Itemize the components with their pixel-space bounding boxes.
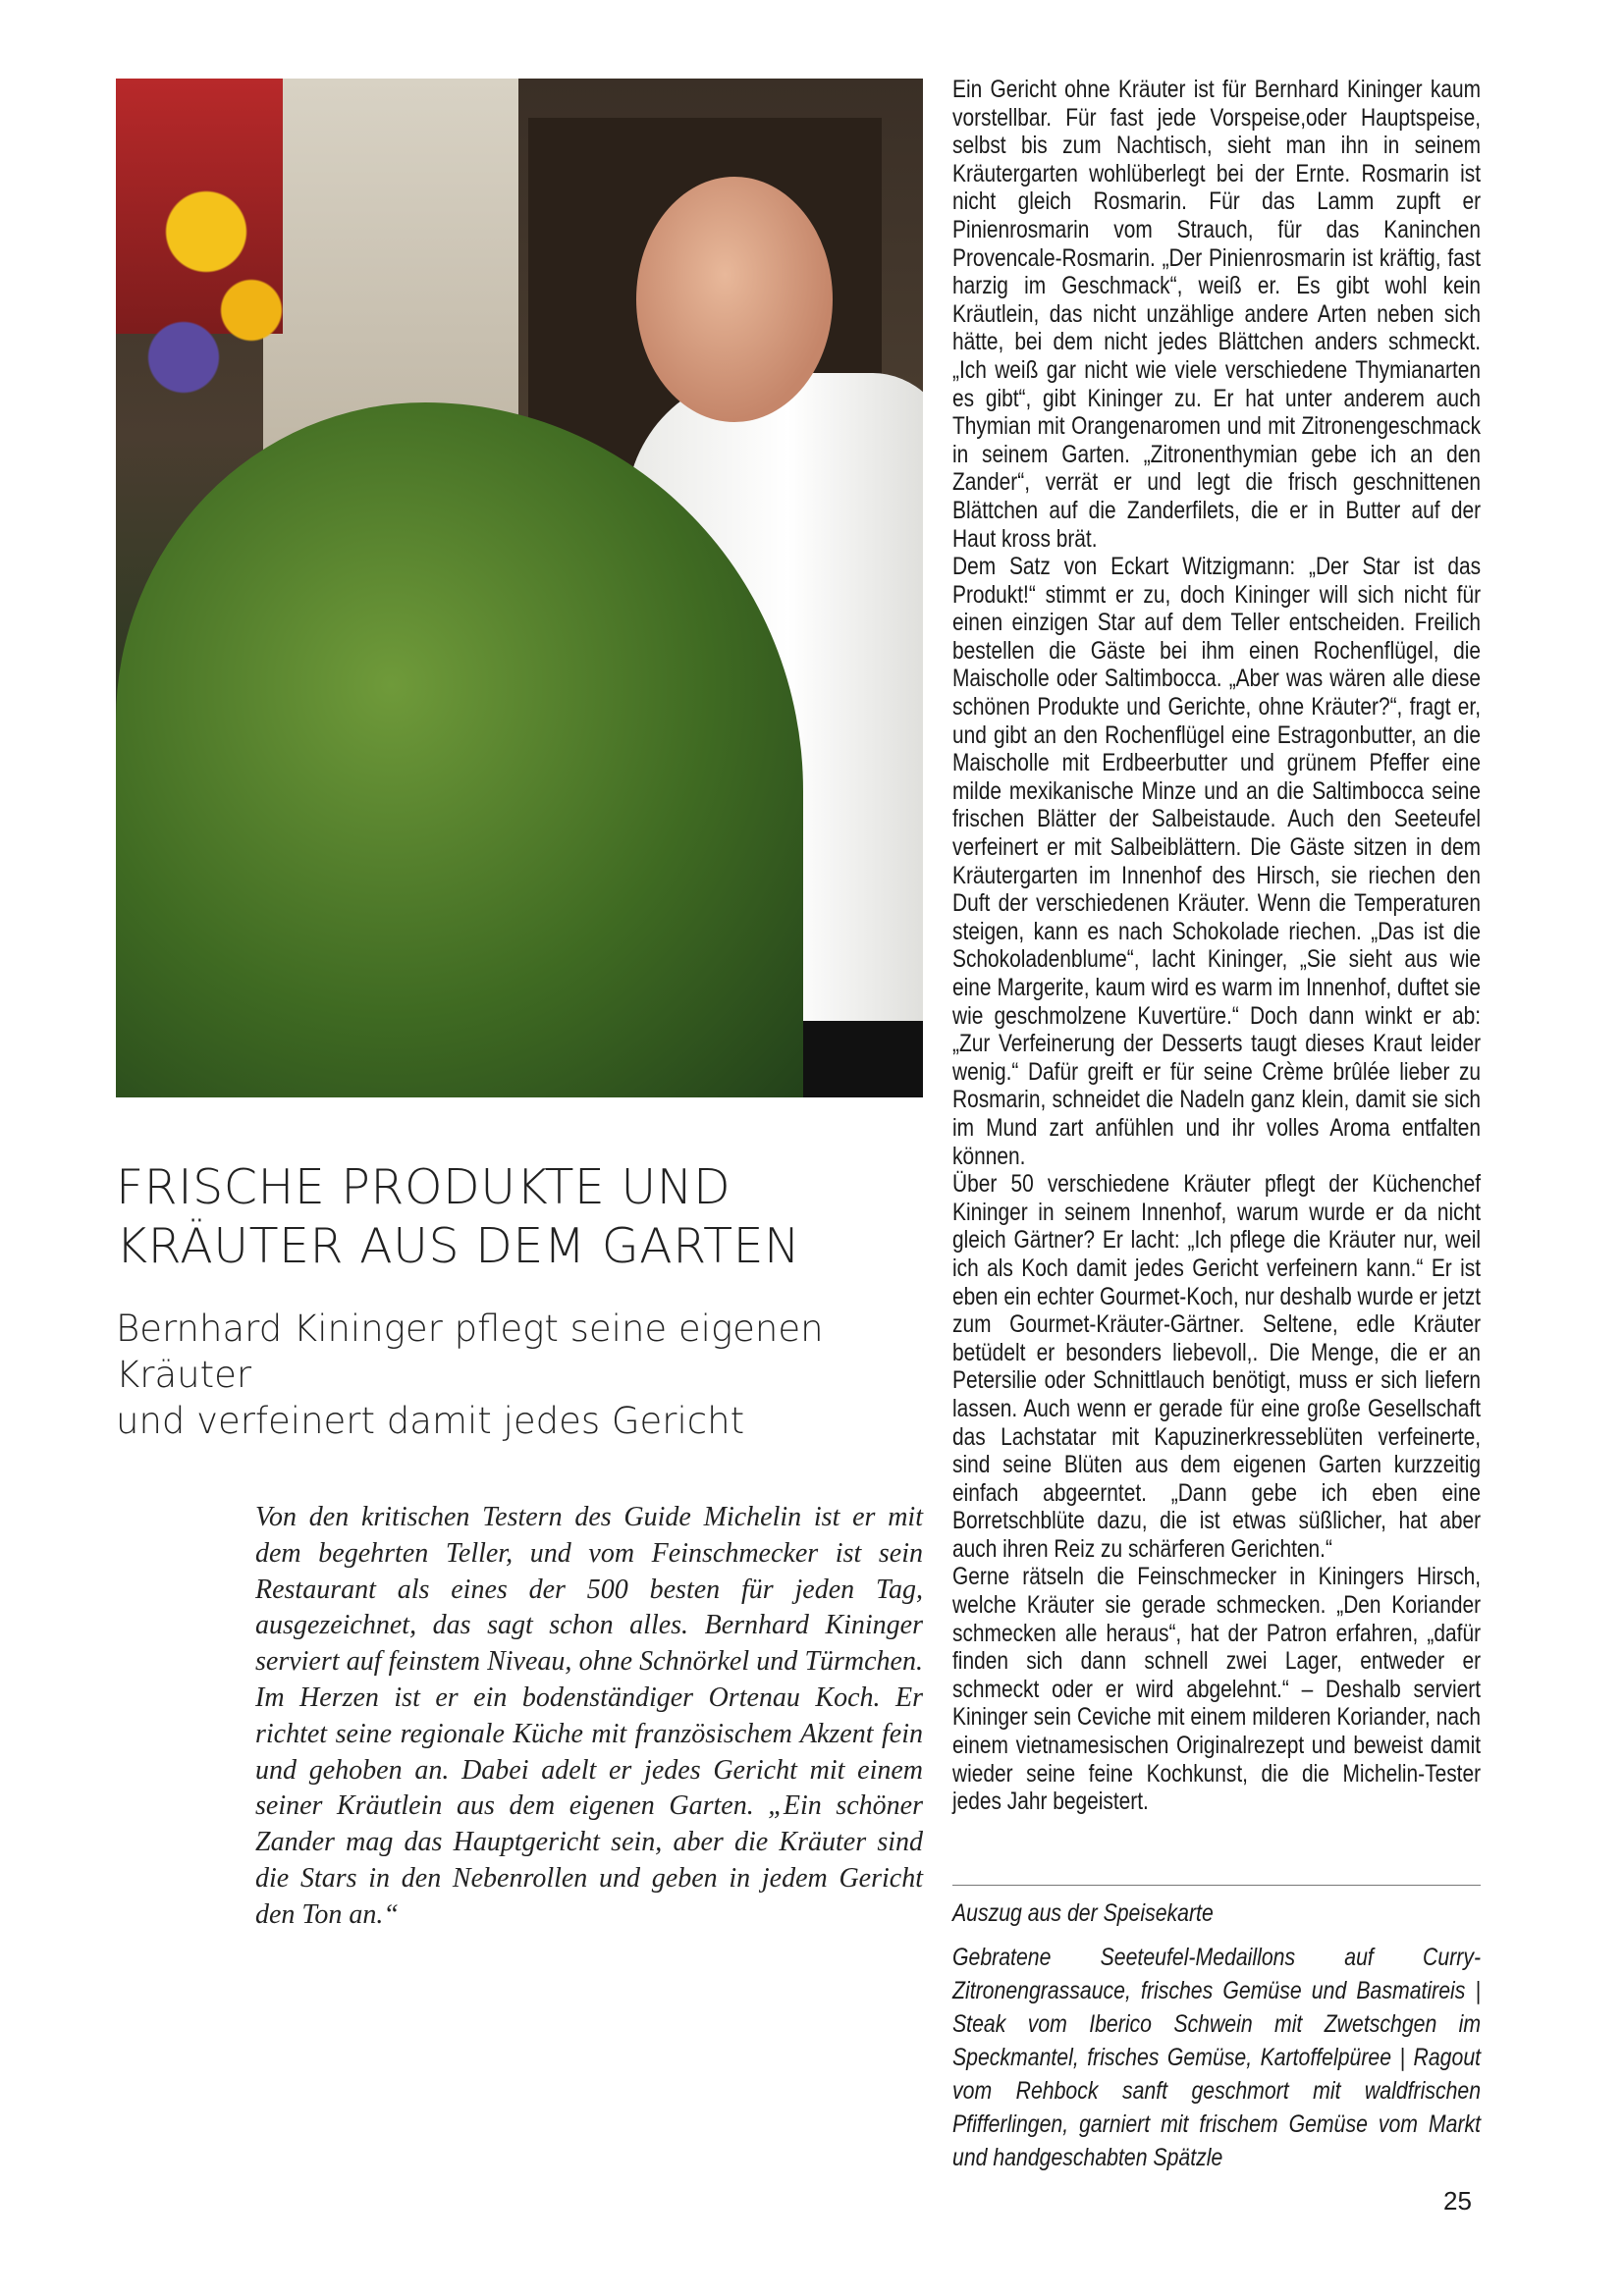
chef-photo [116,79,923,1097]
article-subtitle [116,1306,950,1444]
body-paragraph: Gerne rätseln die Feinschmecker in Kiningers Hirsch, welche Kräuter sie gerade schmecken. „Den Koriander schmecken alle heraus“, hat der Patron erfahren, „dafür finden sich dann schnell zwei Lager, entweder er schmeckt oder er wird abgelehnt.“ – Deshalb serviert Kininger sein Ceviche mit einem milderen Koriander, nach einem vietnamesischen Originalrezept und beweist damit wieder seine feine Kochkunst, die die Michelin-Tester jedes Jahr begeistert. [952,1564,1482,1816]
page-number: 25 [1443,2186,1472,2216]
article-heading [116,1158,921,1276]
subtitle-line-2: und verfeinert damit jedes Gericht [116,1400,745,1442]
body-column [952,77,1481,1817]
menu-title: Auszug aus der Speisekarte [952,1899,1214,1927]
photo-flowers [116,137,342,452]
body-paragraph: Über 50 verschiedene Kräuter pflegt der Küchenchef Kininger in seinem Innenhof, warum wurde er da nicht gleich Gärtner? Er lacht: „Ich pflege die Kräuter nur, weil ich als Koch damit jedes Gericht verfeinern kann.“ Er ist eben ein echter Gourmet-Koch, nur deshalb wurde er jetzt zum Gourmet-Kräuter-Gärtner. Seltene, edle Kräuter betüdelt er besonders liebevoll,. Die Menge, die er an Petersilie oder Schnittlauch benötigt, muss er sich liefern lassen. Auch wenn er gerade für eine große Gesellschaft das Lachstatar mit Kapuzinerkresseblüten verfeinerte, sind seine Blüten aus dem eigenen Garten kurzzeitig einfach abgeerntet. „Dann gebe ich eben eine Borretschblüte dazu, die ist etwas süßlicher, hat aber auch ihren Reiz zu schärferen Gerichten.“ [952,1171,1482,1563]
subtitle-line-1: Bernhard Kininger pflegt seine eigenen Kräuter [116,1308,824,1396]
divider [952,1885,1481,1886]
photo-chef-head [636,177,833,422]
intro-paragraph: Von den kritischen Testern des Guide Michelin ist er mit dem begehrten Teller, und vom Feinschmecker ist sein Restaurant als eines der 500 besten für jeden Tag, ausgezeichnet, das sagt schon alles. Bernhard Kininger serviert auf feinstem Niveau, ohne Schnörkel und Türmchen. Im Herzen ist er ein bodenständiger Ortenau Koch. Er richtet seine regionale Küche mit französischem Akzent fein und gehoben an. Dabei adelt er jedes Gericht mit einem seiner Kräutlein aus dem eigenen Garten. „Ein schöner Zander mag das Hauptgericht sein, aber die Kräuter sind die Stars in den Nebenrollen und geben in jedem Gericht den Ton an.“ [255,1502,923,1930]
heading-line-2: KRÄUTER AUS DEM GARTEN [116,1218,801,1274]
body-paragraph: Dem Satz von Eckart Witzigmann: „Der Star ist das Produkt!“ stimmt er zu, doch Kininger will sich nicht für einen einzigen Star auf dem Teller entscheiden. Freilich bestellen die Gäste bei ihm einen Rochenflügel, die Maischolle oder Saltimbocca. „Aber was wären alle diese schönen Produkte und Gerichte, ohne Kräuter?“, fragt er, und gibt an den Rochenflügel eine Estragonbutter, an die Maischolle mit Erdbeerbutter und grünem Pfeffer eine milde mexikanische Minze und an die Saltimbocca seine frischen Blätter der Salbeistaude. Auch den Seeteufel verfeinert er mit Salbeiblättern. Die Gäste sitzen in dem Kräutergarten im Innenhof des Hirsch, sie riechen den Duft der verschiedenen Kräuter. Wenn die Temperaturen steigen, kann es nach Schokolade riechen. „Das ist die Schokoladenblume“, lacht Kininger, „Sie sieht aus wie eine Margerite, kaum wird es warm im Innenhof, duftet sie wie geschmolzene Kuvertüre.“ Doch dann winkt er ab: „Zur Verfeinerung der Desserts taugt dieses Kraut leider wenig.“ Dafür greift er für seine Crème brûlée lieber zu Rosmarin, schneidet die Nadeln ganz klein, damit sie sich im Mund zart anfühlen und ihr volles Aroma entfalten können. [952,554,1482,1170]
body-paragraph: Ein Gericht ohne Kräuter ist für Bernhard Kininger kaum vorstellbar. Für fast jede Vorspeise,oder Hauptspeise, selbst bis zum Nachtisch, sieht man ihn in seinem Kräutergarten wohlüberlegt bei der Ernte. Rosmarin ist nicht gleich Rosmarin. Für das Lamm zupft er Pinienrosmarin vom Strauch, für das Kaninchen Provencale-Rosmarin. „Der Pinienrosmarin ist kräftig, fast harzig im Geschmack“, weiß er. Es gibt wohl kein Kräutlein, das nicht unzählige andere Arten neben sich hätte, bei dem nicht jedes Blättchen anders schmeckt. „Ich weiß gar nicht wie viele verschiedene Thymianarten es gibt“, gibt Kininger zu. Er hat unter anderem auch Thymian mit Orangenaromen und mit Zitronengeschmack in seinem Garten. „Zitronenthymian gebe ich an den Zander“, verrät er und legt die frisch geschnittenen Blättchen auf die Zanderfilets, die er in Butter auf der Haut kross brät. [952,77,1482,553]
heading-line-1: FRISCHE PRODUKTE UND [116,1159,731,1215]
menu-text: Gebratene Seeteufel-Medaillons auf Curry-Zitronengrassauce, frisches Gemüse und Basmatireis | Steak vom Iberico Schwein mit Zwetschgen im Speckmantel, frisches Gemüse, Kartoffelpüree | Ragout vom Rehbock sanft geschmort mit waldfrischen Pfifferlingen, garniert mit frischem Gemüse vom Markt und handgeschabten Spätzle [952,1944,1482,2171]
